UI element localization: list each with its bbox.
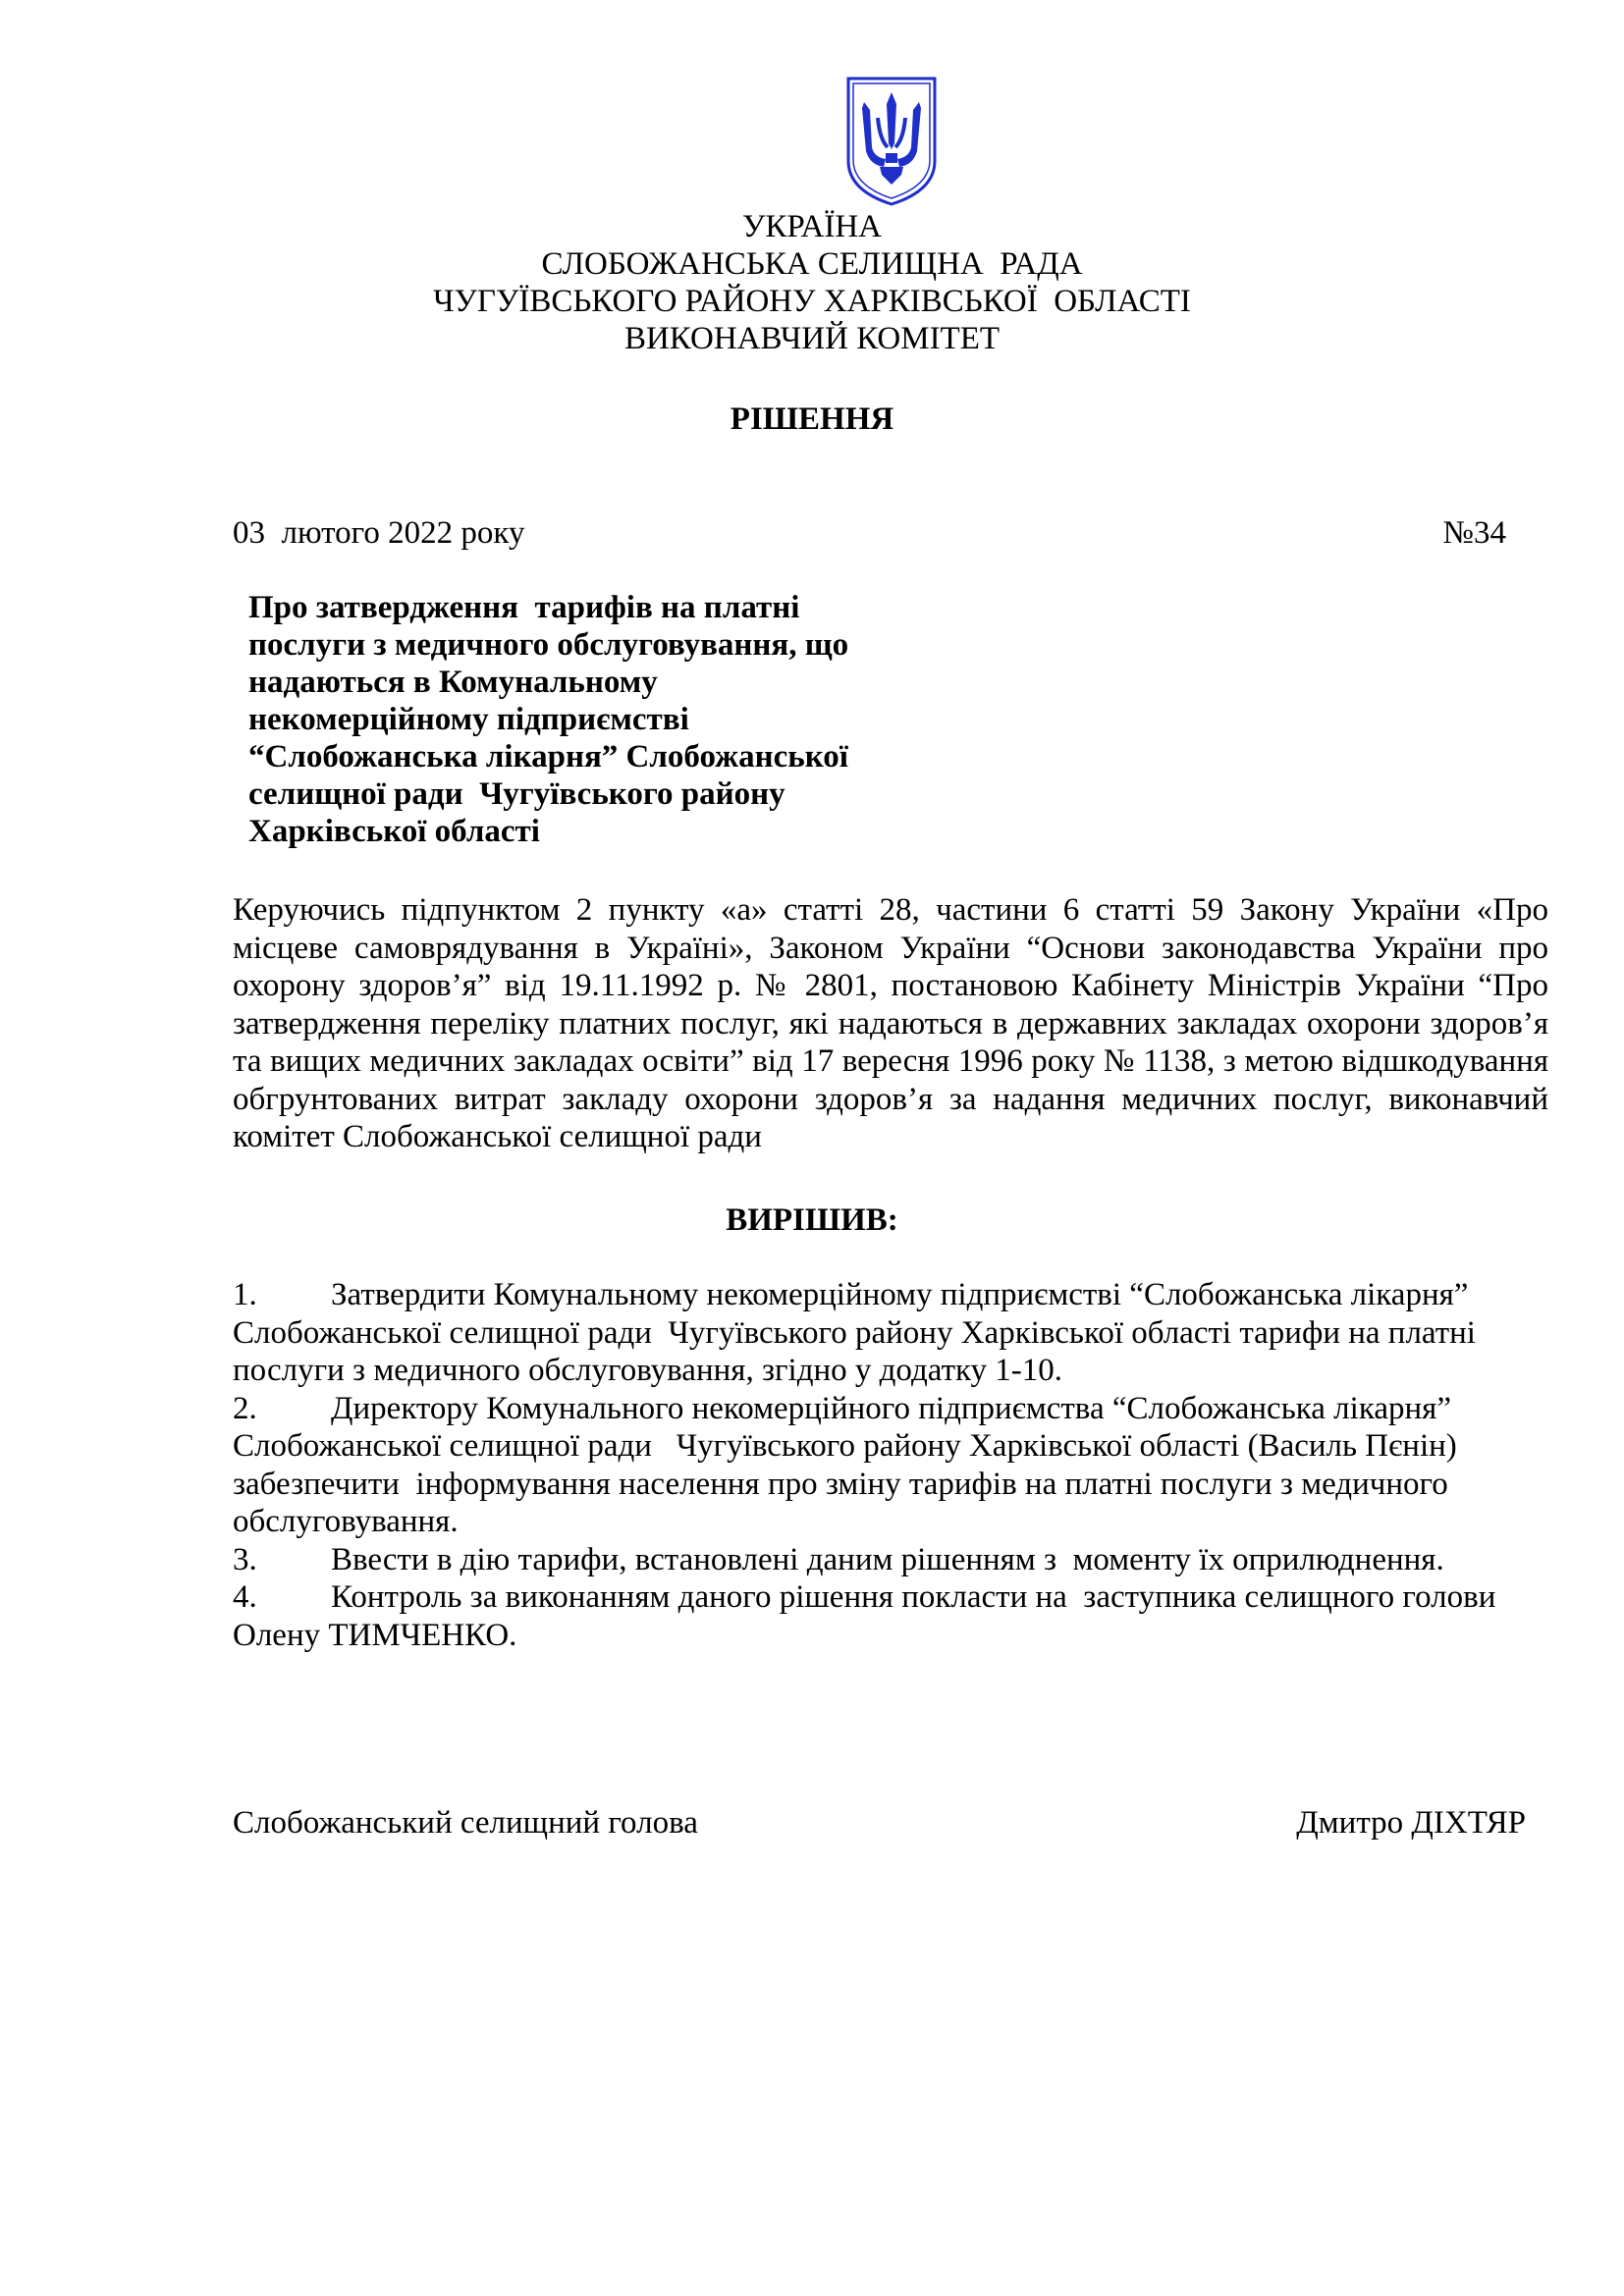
header-district: ЧУГУЇВСЬКОГО РАЙОНУ ХАРКІВСЬКОЇ ОБЛАСТІ [433,284,1191,319]
subject-line: “Слобожанська лікарня” Слобожанської [248,739,848,774]
item-text: Слобожанської селищної ради Чугуївського району Харківської області (Василь Пєнін) [233,1428,1457,1464]
resolution-item [233,1578,1548,1617]
resolution-item [233,1276,1548,1314]
subject-line: надаються в Комунальному [248,665,658,700]
resolution-item [233,1390,1548,1428]
signatory-name: Дмитро ДІХТЯР [1296,1805,1526,1841]
preamble-line: затвердження переліку платних послуг, які надаються в державних закладах охорони здоров’я [233,1005,1548,1041]
item-text: Олену ТИМЧЕНКО. [233,1617,517,1653]
item-text: обслуговування. [233,1504,459,1539]
decision-number: №34 [1442,515,1506,551]
resolved-title: ВИРІШИВ: [726,1202,898,1238]
item-text: Директору Комунального некомерційного підприємства “Слобожанська лікарня” [331,1390,1451,1426]
header-country: УКРАЇНА [742,209,882,244]
item-number: 1. [233,1277,257,1312]
preamble-line: місцеве самоврядування в Україні», Законом України “Основи законодавства України про [233,930,1548,966]
subject-line: некомерційному підприємстві [248,702,689,737]
item-number: 3. [233,1541,257,1577]
decision-title: РІШЕННЯ [730,401,894,437]
item-number: 2. [233,1390,257,1426]
preamble-line: обгрунтованих витрат закладу охорони здоров’я за надання медичних послуг, виконавчий [233,1081,1548,1117]
preamble-line: охорону здоров’я” від 19.11.1992 р. № 2801, постановою Кабінету Міністрів України “Про [233,968,1548,1003]
item-text: послуги з медичного обслуговування, згідно у додатку 1-10. [233,1353,1063,1388]
decision-date: 03 лютого 2022 року [233,515,525,551]
item-text: Слобожанської селищної ради Чугуївського району Харківської області тарифи на платні [233,1314,1476,1351]
subject-line: Про затвердження тарифів на платні [248,590,800,625]
subject-line: селищної ради Чугуївського району [248,776,785,812]
item-number: 4. [233,1579,257,1615]
document-header [0,208,1624,357]
item-continuation [233,1466,1548,1504]
resolution-items [233,1276,1548,1654]
header-council: СЛОБОЖАНСЬКА СЕЛИЩНА РАДА [541,246,1083,282]
item-continuation [233,1427,1548,1466]
item-text: забезпечити інформування населення про зміну тарифів на платні послуги з медичного [233,1466,1448,1502]
item-continuation [233,1352,1548,1390]
preamble-line: Керуючись підпунктом 2 пункту «а» статті 28, частини 6 статті 59 Закону України «Про [233,892,1548,928]
trident-emblem-icon [842,75,941,208]
item-text: Затвердити Комунальному некомерційному підприємстві “Слобожанська лікарня” [331,1277,1469,1312]
resolution-item [233,1541,1548,1579]
subject-line: послуги з медичного обслуговування, що [248,627,849,663]
signatory-role: Слобожанський селищний голова [233,1805,698,1841]
item-continuation [233,1503,1548,1541]
subject-line: Харківської області [248,814,540,849]
item-text: Ввести в дію тарифи, встановлені даним рішенням з моменту їх оприлюднення. [331,1541,1444,1577]
item-text: Контроль за виконанням даного рішення покласти на заступника селищного голови [331,1579,1496,1615]
item-continuation [233,1314,1548,1353]
header-committee: ВИКОНАВЧИЙ КОМІТЕТ [623,321,1001,356]
preamble-paragraph [233,891,1548,1156]
decision-subject [248,589,936,850]
preamble-line: та вищих медичних закладах освіти” від 17 вересня 1996 року № 1138, з метою відшкодування [233,1043,1548,1079]
preamble-line: комітет Слобожанської селищної ради [233,1119,762,1154]
item-continuation [233,1617,1548,1655]
